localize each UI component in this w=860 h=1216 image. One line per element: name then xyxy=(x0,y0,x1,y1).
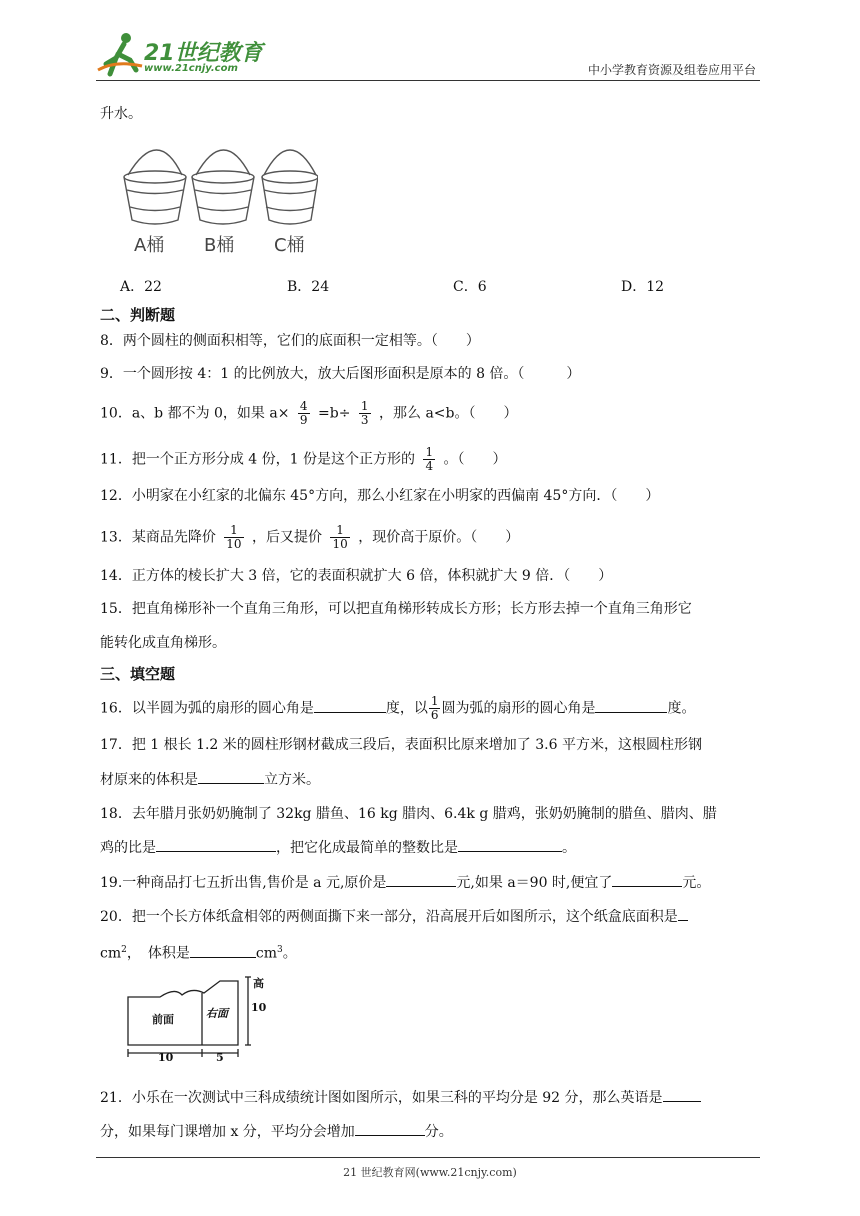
q20-text-d: 。 xyxy=(282,945,297,962)
q10-text-a: 10．a、b 都不为 0，如果 a× xyxy=(100,405,290,422)
q19-blank-2[interactable] xyxy=(612,872,682,887)
q7-tail: 升水。 xyxy=(100,106,142,122)
question-10 xyxy=(100,400,518,427)
q11-fraction: $\frac{1}{4}$ xyxy=(425,445,434,473)
height-value: 10 xyxy=(251,1001,267,1014)
question-17-line-1: 17．把 1 根长 1.2 米的圆柱形钢材截成三段后，表面积比原来增加了 3.6 平方米，这根圆柱形钢 xyxy=(100,737,702,753)
question-8: 8．两个圆柱的侧面积相等，它们的底面积一定相等。（ ） xyxy=(100,333,480,349)
q19-text-c: 元。 xyxy=(682,875,711,891)
q21-text-b: 分。 xyxy=(424,1124,453,1140)
q21-text-a: 分，如果每门课增加 x 分，平均分会增加 xyxy=(100,1124,355,1140)
q16-blank-2[interactable] xyxy=(595,698,667,713)
question-13 xyxy=(100,524,519,551)
height-label: 高 xyxy=(253,977,264,990)
question-20-line-2 xyxy=(100,940,297,964)
option-b: B．24 xyxy=(287,279,330,295)
q20-text-b: ， 体积是 xyxy=(126,945,190,962)
q20-sup-2: 2 xyxy=(121,945,127,955)
q17-text-b: 立方米。 xyxy=(264,772,320,788)
q20-text-line-1: 20．把一个长方体纸盒相邻的两侧面撕下来一部分，沿高展开后如图所示，这个纸盒底面积是 xyxy=(100,909,678,925)
q20-unit-volume: cm xyxy=(255,945,277,962)
q10-text-b: =b÷ xyxy=(318,405,351,422)
q21-text-line-1: 21．小乐在一次测试中三科成绩统计图如图所示，如果三科的平均分是 92 分，那么英语是 xyxy=(100,1090,663,1106)
q10-fraction-2: $\frac{1}{3}$ xyxy=(360,399,369,427)
logo-text: 21世纪教育 xyxy=(144,41,263,66)
logo-url: www.21cnjy.com xyxy=(144,63,238,74)
q20-sup-3: 3 xyxy=(276,945,283,955)
width-value-front: 10 xyxy=(158,1051,174,1064)
q10-fraction-1: $\frac{4}{9}$ xyxy=(299,399,308,427)
q18-text-c: 。 xyxy=(562,840,576,856)
bucket-label-a: A桶 xyxy=(134,235,165,256)
q11-text-b: 。（ ） xyxy=(443,451,507,468)
option-a: A．22 xyxy=(120,279,162,295)
width-value-right: 5 xyxy=(216,1051,224,1064)
q13-fraction-2: $\frac{1}{10}$ xyxy=(332,523,348,551)
q16-blank-1[interactable] xyxy=(314,698,386,713)
q19-text-a: 19.一种商品打七五折出售,售价是 a 元,原价是 xyxy=(100,875,387,891)
section-fill-title: 三、填空题 xyxy=(100,665,176,683)
question-21-line-1 xyxy=(100,1087,701,1108)
q19-blank-1[interactable] xyxy=(386,872,456,887)
q17-text-a: 材原来的体积是 xyxy=(100,772,198,788)
q16-text-c: 圆为弧的扇形的圆心角是 xyxy=(441,700,596,717)
q13-text-c: ，现价高于原价。（ ） xyxy=(358,529,520,546)
question-15-line-2: 能转化成直角梯形。 xyxy=(100,635,226,651)
q20-blank-2[interactable] xyxy=(190,943,256,958)
q16-fraction: $\frac{1}{6}$ xyxy=(430,694,439,722)
option-c: C．6 xyxy=(453,279,487,295)
question-11 xyxy=(100,446,507,473)
page-header xyxy=(96,30,760,81)
q16-text-d: 度。 xyxy=(667,700,696,717)
question-9: 9．一个圆形按 4：1 的比例放大，放大后图形面积是原本的 8 倍。（ ） xyxy=(100,366,581,382)
question-18-line-1: 18．去年腊月张奶奶腌制了 32kg 腊鱼、16 kg 腊肉、6.4k g 腊鸡，张奶奶腌制的腊鱼、腊肉、腊 xyxy=(100,806,717,822)
platform-title: 中小学教育资源及组卷应用平台 xyxy=(587,63,756,77)
q17-blank[interactable] xyxy=(198,769,264,784)
page-footer: 21 世纪教育网(www.21cnjy.com) xyxy=(343,1166,517,1179)
bucket-label-b: B桶 xyxy=(204,235,235,256)
buckets-figure xyxy=(118,135,318,260)
question-14: 14．正方体的棱长扩大 3 倍，它的表面积就扩大 6 倍，体积就扩大 9 倍．（ ） xyxy=(100,568,613,584)
question-20-line-1 xyxy=(100,906,688,927)
runner-icon xyxy=(96,30,146,78)
q13-text-a: 13．某商品先降价 xyxy=(100,529,216,546)
q18-text-a: 鸡的比是 xyxy=(100,840,156,856)
q19-text-b: 元,如果 a＝90 时,便宜了 xyxy=(456,875,613,891)
q16-text-a: 16．以半圆为弧的扇形的圆心角是 xyxy=(100,700,314,717)
question-21-line-2 xyxy=(100,1121,453,1142)
site-logo xyxy=(96,30,266,78)
box-net-drawing xyxy=(120,975,270,1065)
q13-fraction-1: $\frac{1}{10}$ xyxy=(226,523,242,551)
q20-unit-area: cm xyxy=(100,945,122,962)
q21-blank-1[interactable] xyxy=(663,1087,701,1102)
question-19 xyxy=(100,872,710,893)
question-17-line-2 xyxy=(100,769,320,790)
q18-blank-2[interactable] xyxy=(458,837,562,852)
question-18-line-2 xyxy=(100,837,576,858)
box-net-figure xyxy=(120,975,270,1065)
q18-text-b: ，把它化成最简单的整数比是 xyxy=(276,840,458,856)
q20-blank-1[interactable] xyxy=(678,906,688,921)
q21-blank-2[interactable] xyxy=(355,1121,425,1136)
footer-divider xyxy=(96,1157,760,1158)
question-15-line-1: 15．把直角梯形补一个直角三角形，可以把直角梯形转成长方形；长方形去掉一个直角三角形它 xyxy=(100,601,692,617)
q16-text-b: 度，以 xyxy=(385,700,428,717)
question-16 xyxy=(100,695,695,722)
section-judgement-title: 二、判断题 xyxy=(100,306,176,324)
q10-text-c: ，那么 a<b。（ ） xyxy=(379,405,518,422)
right-face-label: 右面 xyxy=(206,1007,228,1020)
q11-text-a: 11．把一个正方形分成 4 份，1 份是这个正方形的 xyxy=(100,451,415,468)
q13-text-b: ，后又提价 xyxy=(252,529,323,546)
option-d: D．12 xyxy=(621,279,665,295)
bucket-label-c: C桶 xyxy=(274,235,305,256)
question-12: 12．小明家在小红家的北偏东 45°方向，那么小红家在小明家的西偏南 45°方向．（ ） xyxy=(100,488,660,504)
front-face-label: 前面 xyxy=(152,1013,174,1026)
q18-blank-1[interactable] xyxy=(156,837,276,852)
